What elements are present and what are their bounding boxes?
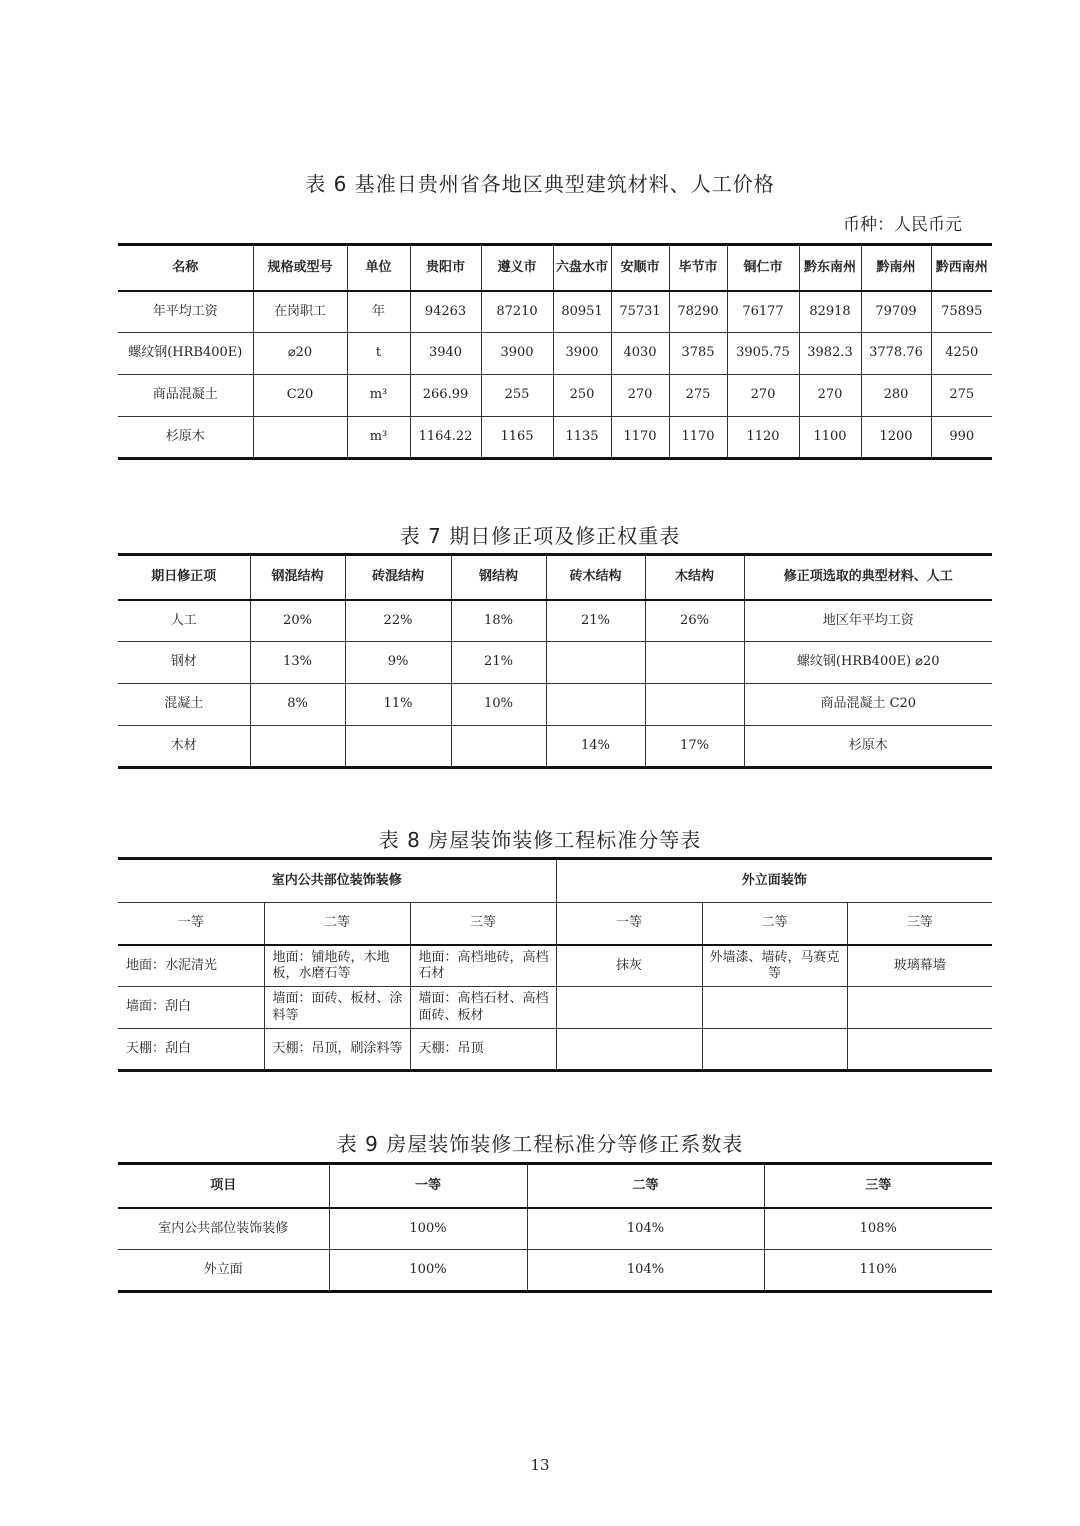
cell: 3905.75 [727, 333, 799, 375]
t6-h-11: 黔西南州 [931, 245, 992, 291]
cell: 270 [611, 375, 669, 417]
table-row [118, 684, 992, 726]
cell: 110% [764, 1250, 992, 1292]
table8-title: 表 8 房屋装饰装修工程标准分等表 [378, 828, 702, 852]
cell [556, 1029, 702, 1071]
cell: 4250 [931, 333, 992, 375]
table7-header-row [118, 555, 992, 600]
t9-h-2: 二等 [527, 1164, 764, 1208]
cell: 18% [451, 600, 546, 642]
cell: 255 [481, 375, 553, 417]
cell: 墙面：刮白 [118, 987, 264, 1029]
cell: 3900 [553, 333, 611, 375]
cell: 14% [546, 726, 645, 768]
cell: 22% [345, 600, 451, 642]
cell: 3900 [481, 333, 553, 375]
cell: 82918 [799, 291, 861, 333]
t6-h-6: 安顺市 [611, 245, 669, 291]
cell: 混凝土 [118, 684, 250, 726]
table6-header-row [118, 245, 992, 291]
cell: 外墙漆、墙砖，马赛克等 [702, 945, 847, 987]
t8-grade-5: 三等 [847, 903, 992, 945]
table6-title: 表 6 基准日贵州省各地区典型建筑材料、人工价格 [305, 172, 775, 196]
t7-h-2: 砖混结构 [345, 555, 451, 600]
cell: 墙面：高档石材、高档面砖、板材 [410, 987, 556, 1029]
cell: 1120 [727, 417, 799, 459]
t6-h-9: 黔东南州 [799, 245, 861, 291]
cell: 26% [645, 600, 744, 642]
cell: m³ [347, 417, 410, 459]
table8-group-header-row [118, 859, 992, 903]
table7-title: 表 7 期日修正项及修正权重表 [399, 524, 681, 548]
cell: 钢材 [118, 642, 250, 684]
cell: 1170 [669, 417, 727, 459]
cell [645, 642, 744, 684]
t6-h-0: 名称 [118, 245, 253, 291]
cell: 9% [345, 642, 451, 684]
cell: 商品混凝土 [118, 375, 253, 417]
cell [546, 684, 645, 726]
t6-h-4: 遵义市 [481, 245, 553, 291]
cell: 地面：高档地砖，高档石材 [410, 945, 556, 987]
cell [546, 642, 645, 684]
cell: 1164.22 [410, 417, 481, 459]
t7-h-4: 砖木结构 [546, 555, 645, 600]
table6 [118, 243, 992, 460]
table-row [118, 726, 992, 768]
currency-note: 币种：人民币元 [843, 215, 962, 235]
cell [253, 417, 347, 459]
t6-h-3: 贵阳市 [410, 245, 481, 291]
cell: C20 [253, 375, 347, 417]
cell: 78290 [669, 291, 727, 333]
table-row [118, 1250, 992, 1292]
table-row [118, 987, 992, 1029]
cell [645, 684, 744, 726]
cell: 抹灰 [556, 945, 702, 987]
cell: 270 [727, 375, 799, 417]
cell: 玻璃幕墙 [847, 945, 992, 987]
cell: 3940 [410, 333, 481, 375]
t9-h-3: 三等 [764, 1164, 992, 1208]
cell [847, 987, 992, 1029]
cell: 21% [451, 642, 546, 684]
table8 [118, 857, 992, 1072]
cell: 杉原木 [744, 726, 992, 768]
t7-h-3: 钢结构 [451, 555, 546, 600]
cell: 270 [799, 375, 861, 417]
t8-grade-1: 二等 [264, 903, 410, 945]
t6-h-5: 六盘水市 [553, 245, 611, 291]
cell: 商品混凝土 C20 [744, 684, 992, 726]
cell: 250 [553, 375, 611, 417]
cell: 3785 [669, 333, 727, 375]
cell: 1165 [481, 417, 553, 459]
t9-h-0: 项目 [118, 1164, 329, 1208]
table9 [118, 1162, 992, 1293]
cell: 108% [764, 1208, 992, 1250]
cell: 75895 [931, 291, 992, 333]
cell: 8% [250, 684, 345, 726]
cell: 275 [669, 375, 727, 417]
t6-h-8: 铜仁市 [727, 245, 799, 291]
cell: 年 [347, 291, 410, 333]
cell: 螺纹钢(HRB400E) ⌀20 [744, 642, 992, 684]
cell: 1100 [799, 417, 861, 459]
t6-h-2: 单位 [347, 245, 410, 291]
cell: 外立面 [118, 1250, 329, 1292]
cell: 94263 [410, 291, 481, 333]
cell: ⌀20 [253, 333, 347, 375]
cell: 990 [931, 417, 992, 459]
cell: 20% [250, 600, 345, 642]
cell [250, 726, 345, 768]
t7-h-6: 修正项选取的典型材料、人工 [744, 555, 992, 600]
cell: 87210 [481, 291, 553, 333]
cell [556, 987, 702, 1029]
cell: 年平均工资 [118, 291, 253, 333]
cell: 3982.3 [799, 333, 861, 375]
t6-h-7: 毕节市 [669, 245, 727, 291]
cell: 杉原木 [118, 417, 253, 459]
t9-h-1: 一等 [329, 1164, 527, 1208]
cell: 在岗职工 [253, 291, 347, 333]
cell: 100% [329, 1208, 527, 1250]
t8-grade-0: 一等 [118, 903, 264, 945]
table-row [118, 291, 992, 333]
cell: 1200 [861, 417, 931, 459]
table-row [118, 642, 992, 684]
table-row [118, 1208, 992, 1250]
table-row [118, 417, 992, 459]
cell: 人工 [118, 600, 250, 642]
t8-group-facade: 外立面装饰 [556, 859, 992, 903]
t7-h-5: 木结构 [645, 555, 744, 600]
cell: 墙面：面砖、板材、涂料等 [264, 987, 410, 1029]
cell: 地区年平均工资 [744, 600, 992, 642]
cell [702, 987, 847, 1029]
table-row [118, 375, 992, 417]
cell: 13% [250, 642, 345, 684]
cell: 木材 [118, 726, 250, 768]
cell: 10% [451, 684, 546, 726]
cell [345, 726, 451, 768]
cell: 104% [527, 1250, 764, 1292]
page-number: 13 [530, 1456, 550, 1474]
cell: t [347, 333, 410, 375]
cell: 75731 [611, 291, 669, 333]
cell: 275 [931, 375, 992, 417]
cell: 76177 [727, 291, 799, 333]
t8-grade-2: 三等 [410, 903, 556, 945]
cell: 79709 [861, 291, 931, 333]
cell: 280 [861, 375, 931, 417]
cell: 天棚：刮白 [118, 1029, 264, 1071]
table9-title: 表 9 房屋装饰装修工程标准分等修正系数表 [336, 1132, 744, 1156]
cell: 1170 [611, 417, 669, 459]
t8-group-interior: 室内公共部位装饰装修 [118, 859, 556, 903]
table-row [118, 1029, 992, 1071]
table-row [118, 600, 992, 642]
cell: 17% [645, 726, 744, 768]
cell: 地面：铺地砖，木地板，水磨石等 [264, 945, 410, 987]
cell [451, 726, 546, 768]
table8-grade-header-row [118, 903, 992, 945]
cell: 3778.76 [861, 333, 931, 375]
t7-h-1: 钢混结构 [250, 555, 345, 600]
cell: 100% [329, 1250, 527, 1292]
cell [702, 1029, 847, 1071]
cell: 4030 [611, 333, 669, 375]
cell: 21% [546, 600, 645, 642]
cell: 室内公共部位装饰装修 [118, 1208, 329, 1250]
cell: m³ [347, 375, 410, 417]
t6-h-1: 规格或型号 [253, 245, 347, 291]
cell [847, 1029, 992, 1071]
t8-grade-4: 二等 [702, 903, 847, 945]
table9-header-row [118, 1164, 992, 1208]
table-row [118, 333, 992, 375]
cell: 天棚：吊顶 [410, 1029, 556, 1071]
cell: 104% [527, 1208, 764, 1250]
table-row [118, 945, 992, 987]
cell: 11% [345, 684, 451, 726]
cell: 螺纹钢(HRB400E) [118, 333, 253, 375]
t8-grade-3: 一等 [556, 903, 702, 945]
cell: 天棚：吊顶，刷涂料等 [264, 1029, 410, 1071]
cell: 地面：水泥清光 [118, 945, 264, 987]
cell: 80951 [553, 291, 611, 333]
t6-h-10: 黔南州 [861, 245, 931, 291]
table7 [118, 553, 992, 769]
t7-h-0: 期日修正项 [118, 555, 250, 600]
cell: 1135 [553, 417, 611, 459]
cell: 266.99 [410, 375, 481, 417]
